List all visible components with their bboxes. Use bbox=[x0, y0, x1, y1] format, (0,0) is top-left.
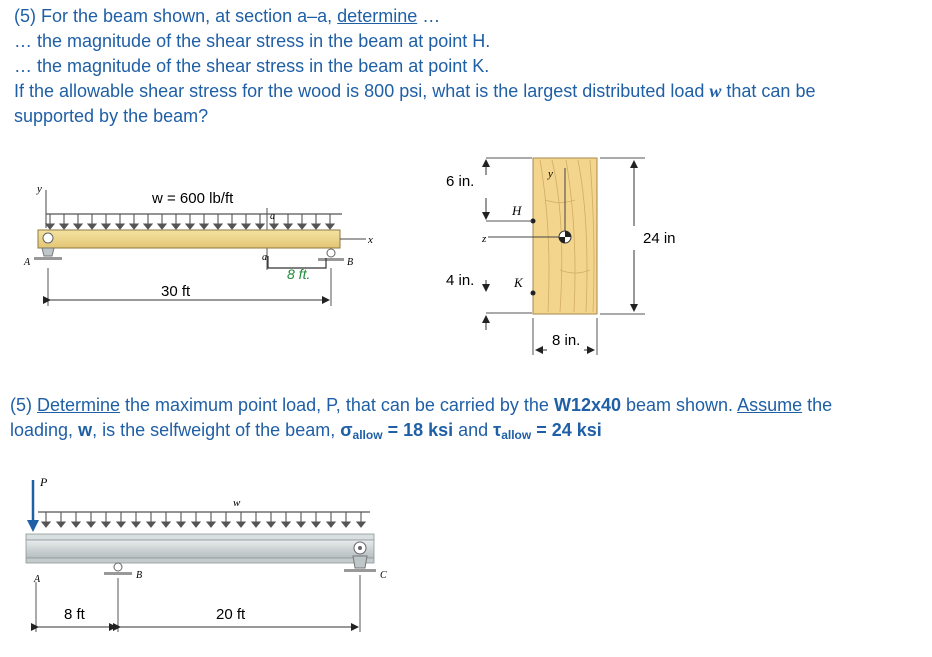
problem2-line2 bbox=[10, 418, 832, 448]
label-y: y bbox=[37, 183, 42, 195]
label-B2: B bbox=[136, 570, 143, 581]
allow-suffix: that can be bbox=[721, 81, 816, 101]
label-B1: B bbox=[347, 257, 354, 268]
assume-link: Assume bbox=[737, 395, 803, 415]
intro-prefix: (5) For the beam shown, at section a–a, bbox=[14, 6, 338, 26]
label-K: K bbox=[514, 275, 523, 290]
problem1-line-k: … the magnitude of the shear stress in the beam at point K. bbox=[14, 56, 490, 76]
p2-end: the bbox=[802, 395, 833, 415]
and-word: and bbox=[453, 420, 494, 440]
label-A1: A bbox=[24, 257, 31, 268]
problem1-line-h: … the magnitude of the shear stress in the beam at point H. bbox=[14, 31, 491, 51]
beam-designation: W12x40 bbox=[553, 395, 621, 415]
problem2-text bbox=[10, 393, 832, 448]
label-P: P bbox=[40, 475, 48, 489]
label-H: H bbox=[512, 203, 522, 218]
tau-subscript: allow bbox=[501, 428, 532, 442]
steel-beam-web bbox=[26, 540, 374, 558]
dim-6in: 6 in. bbox=[446, 173, 475, 190]
wood-beam bbox=[38, 230, 340, 248]
allow-prefix: If the allowable shear stress for the wood is 800 psi, what is the largest distributed load bbox=[14, 81, 710, 101]
label-z: z bbox=[482, 233, 487, 245]
span-30ft: 30 ft bbox=[161, 283, 191, 300]
allow-w: w bbox=[709, 81, 722, 101]
sigma-value: = 18 ksi bbox=[382, 420, 454, 440]
p2-mid2: beam shown. bbox=[621, 395, 738, 415]
determine-link-2: Determine bbox=[37, 395, 121, 415]
label-x: x bbox=[368, 234, 373, 246]
steel-beam-figure bbox=[26, 475, 387, 632]
wood-beam-figure bbox=[23, 183, 373, 306]
label-y2: y bbox=[548, 168, 553, 180]
dim-24in: 24 in bbox=[643, 230, 676, 247]
sigma-subscript: allow bbox=[352, 428, 383, 442]
dim-4in: 4 in. bbox=[446, 272, 475, 289]
tau-value: = 24 ksi bbox=[531, 420, 602, 440]
label-C: C bbox=[380, 570, 387, 581]
label-a-bottom: a bbox=[262, 252, 267, 263]
p2-mid: the maximum point load, P, that can be carried by the bbox=[120, 395, 554, 415]
steel-beam-top-flange bbox=[26, 534, 374, 540]
problem1-allowable-line2: supported by the beam? bbox=[14, 106, 209, 126]
dim-20ft: 20 ft bbox=[216, 606, 246, 623]
load-label: w = 600 lb/ft bbox=[152, 190, 234, 207]
cross-section-figure bbox=[446, 158, 676, 355]
label-a-top: a bbox=[270, 211, 275, 222]
label-A2: A bbox=[34, 574, 41, 585]
tau-symbol: τ bbox=[493, 420, 502, 440]
roller-support-b bbox=[318, 249, 344, 261]
p2-w: w bbox=[78, 420, 93, 440]
distributed-load-arrows bbox=[46, 214, 334, 229]
steel-beam-bottom-flange bbox=[26, 558, 374, 563]
handwritten-8ft: 8 ft. bbox=[287, 266, 311, 282]
intro-suffix: … bbox=[417, 6, 441, 26]
p2-prefix: (5) bbox=[10, 395, 37, 415]
p2-line2-mid: , is the selfweight of the beam, bbox=[92, 420, 341, 440]
problem2-line1 bbox=[10, 393, 832, 418]
p2-line2-prefix: loading, bbox=[10, 420, 79, 440]
selfweight-load-arrows bbox=[42, 512, 365, 527]
sigma-symbol: σ bbox=[340, 420, 353, 440]
determine-link: determine bbox=[337, 6, 418, 26]
label-w2: w bbox=[233, 497, 241, 509]
roller-support-b2 bbox=[104, 563, 132, 575]
dim-8in: 8 in. bbox=[552, 332, 581, 349]
dim-8ft: 8 ft bbox=[64, 606, 85, 623]
